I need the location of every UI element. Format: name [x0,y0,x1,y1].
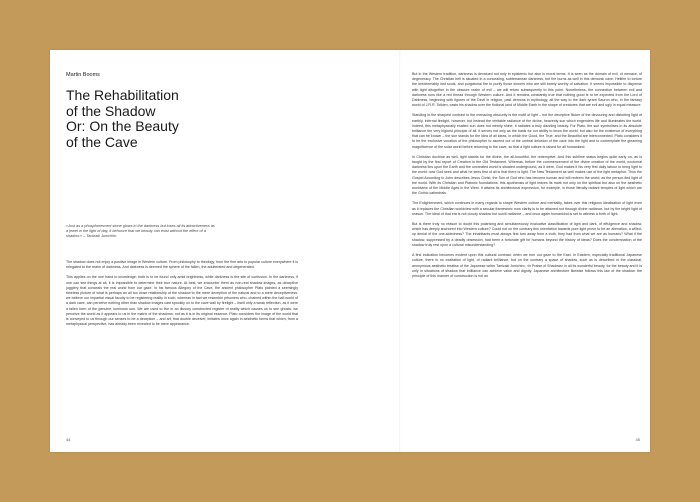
article-title [66,88,216,150]
epigraph: »Just as a phosphorescent stone glows in the darkness but loses all its attractiveness as a jewel in the light of day, it behoove that we beauty can exist without the effect of a shadow.« – Tanizaki Junichiro [66,224,215,239]
paragraph: But in the Western tradition, darkness is devalued not only in epistemic but also in moral terms. It is seen as the domain of evil, of menace, of degeneracy. The Christian hell is situated in a concealing, subterranean darkness, but fire burns as well in this demonic cave: Hellfire to torture the irredeemably lost souls, and purgatorial fire to purify those sinners who are still barely worthy of salvation. It seems impossible to dispense with light altogether in the obscure realm of evil – we will return subsequently to this point. Nonetheless, the connection between evil and darkness runs like a red thread through Western culture. And it remains constantly true that nothing good is to be expected from the Lord of Darkness, beginning with figures of the Devil in religion, past demons in mythology, all the way to the dark tyrant Sauron who, in the fantasy world of J.R.R. Tolkien, casts his shadow over the fictional land of Middle Earth in the shape of creatures that are evil and ugly in equal measure. [412,72,642,108]
title-line: of the Shadow [66,102,156,119]
paragraph: Standing in the sharpest contrast to the menacing obscurity is the motif of light – not the deceptive flicker of the devouring and distorting light of earthly, infernal firelight, however, but instead the veritable radiance of the divine, heavenly sun which engenders life and illuminates the world. Indeed, this metaphysically exalted sun does not merely shine, it radiates a truly dazzling beauty. For Plato, the sun symbolises in its absolute brilliance the very highest principle of all. It serves not only as the basis for our ability to know the world, but also for the existence of everything that can be known – the sun stands for the idea of all ideas, in which the Good, the True, and the Beautiful are interconnected. Plato considers it to be the exclusive vocation of the philosopher to ascend out of the umbral delusion of the cave into the light and to contemplate the gleaming magnificence of the solar world before returning to the cave, so that a light culture is raised for all humankind. [412,113,642,149]
title-line: of the Cave [66,133,138,150]
left-page [50,50,400,452]
title-line: The Rehabilitation [66,87,179,103]
page-number: 45 [635,437,640,442]
paragraph: The Enlightenment, which continues in many regards to shape Western culture and mentality, takes over this religious idealisation of light even as it replaces the Christian worldview with a secular framework: now clarity is to be attained not through divine radiance, but by the bright light of reason. The ideal of that era is not cloudy shadow but sunlit radiance – and once again humankind is set to witness a birth of light. [412,201,642,216]
page-number: 44 [66,437,71,442]
left-body-text [66,260,298,332]
book-spread [50,50,650,452]
title-line: Or: On the Beauty [66,118,179,134]
right-body-text [412,72,642,284]
paragraph: The shadow does not enjoy a positive image in Western culture. From philosophy to theology, from the fine arts to popular culture everywhere it is relegated to the realm of darkness. And darkness is deemed the sphere of the fallen, the adulterated and degenerated. [66,260,298,270]
paragraph: But is there truly no reason to doubt this polarising and simultaneously evaluative classification of light and dark, of effulgence and shadow, which has deeply anchored into Western culture? Could not on the contrary this orientation towards pure light prove to be an alienation, a willed-up denial of the one-sidedness? The inhabitants must always first turn away from a truth, they had from what we are as humans? What if the shadow, suppressed by a deadly obsession, had been a fortunate gift for humans beyond the history of ideas? Does the condemnation of the shadow truly rest upon a cultural misunderstanding? [412,222,642,247]
paragraph: A first indication becomes evident upon this cultural contrast: when we turn our gaze to the East. In Eastern, especially traditional Japanese culture, there is no exaltation of light, of radiant brilliance, but on the contrary a space of shadow, such as is described in the classical, anonymous aesthetic treatise of the Japanese writer Tanizaki Junichiro: ›In Praise of Shadows‹ in all its wonderful beauty, for the beauty and it is only in situations of shadow that brilliance can achieve value and dignity. Japanese architecture likewise follows this law of the shadow: the principle of this manner of construction is not an [412,253,642,278]
right-page [400,50,650,452]
paragraph: This applies on the one hand to knowledge: truth is to be found only amid brightness, while darkness is the site of confusion. In the darkness, if one can see things at all, it is impossible to determine their true nature. At best, we encounter them as non-real shadow images, as deceptive jugglery that conceals the real world from our gaze. In his famous Allegory of the Cave, the ancient philosopher Plato painted a seemingly timeless picture of what is perhaps an all too close relationship of the shadow to the mere deception of the natural and to a mere deceptiveness: we believe our impartial visual faculty to be registering reality in such, whereas in fact we resemble prisoners who, chained within the half-world of a dark cave, can perceive nothing other than shadow images cast spookily on to the cave wall by firelight – itself only a weak reflection, as it were a fallen form of the genuine, luminous sun. We are used to live in an illusory constructed register of reality which causes us to see ghosts: we perceive the world as it appears to us in the matrix of the shadows, not as it is in its original essence. Plato considers the image of the world that is conveyed to us through our senses to be a deception – and art, that double deceiver, imitates once again in aesthetic forms that which, from a metaphysical perspective, has already been revealed to be mere appearance. [66,275,298,327]
paragraph: In Christian doctrine as well, light stands for the divine, the all-bountiful, the redemptive. And this sublime status begins quite early on, as is taught by the first report of Creation in the Old Testament. Whereas, before the commencement of the divine creation of the world, nocturnal darkness lies upon the Earth and the uncreated world is situated underground, as it were, God makes it his very first daily labour to bring light to the world: now God sees and what he sees first of all is that there is light. The New Testament as well makes use of the light metaphor. Thus the Gospel According to John describes Jesus Christ, the Son of God who has become human and will redeem the world, as the person-fied light of the world. With its Christian and Platonic foundations, this apotheosis of light leaves its mark not only on the spiritual but also on the aesthetic worldview of the Middle Ages in the West. It attains its architectural expression, for example, in those literally radiant temples of light which are the Gothic cathedrals. [412,154,642,196]
author-name: Martin Booms [66,72,100,78]
